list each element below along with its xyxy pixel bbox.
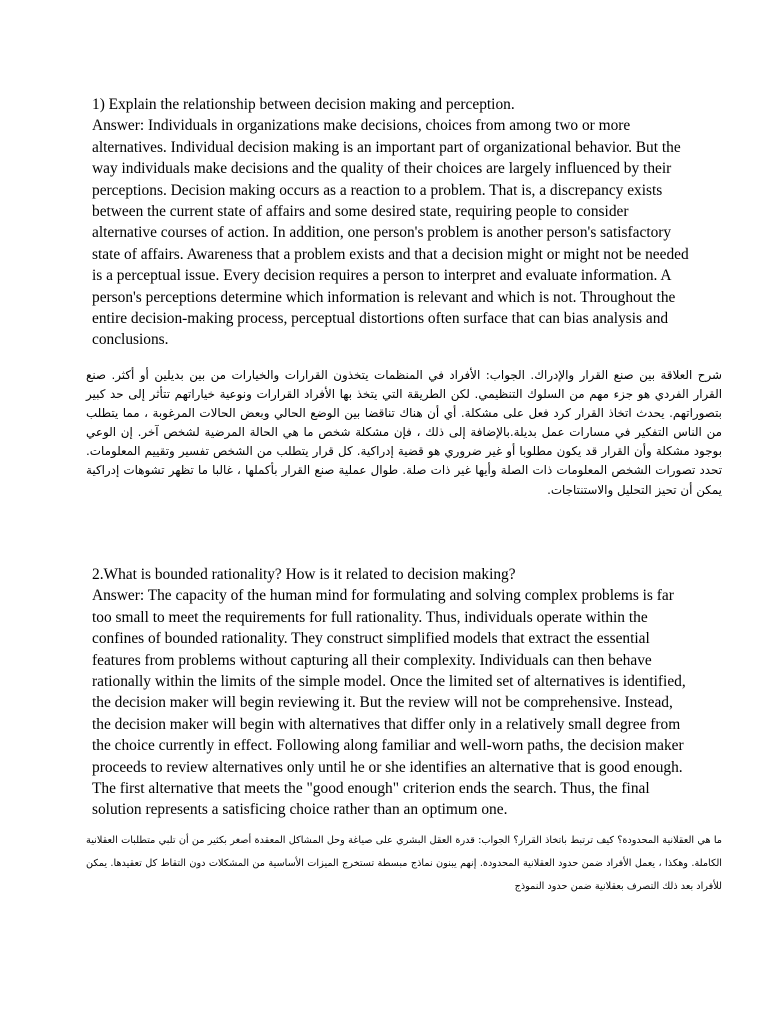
answer-1-arabic-translation: شرح العلاقة بين صنع القرار والإدراك. الجواب: الأفراد في المنظمات يتخذون القرارات والخيارات من بين بديلين أو أكثر. صنع القرار الفردي هو جزء مهم من السلوك التنظيمي. لكن الطريقة التي يتخذ بها الأفراد القرارات ونوعية خياراتهم تتأثر إلى حد كبير بتصوراتهم. يحدث اتخاذ القرار كرد فعل على مشكلة. أي أن هناك تناقضا بين الوضع الحالي وبعض الحالات المرغوبة ، مما يتطلب من الناس التفكير في مسارات عمل بديلة.بالإضافة إلى ذلك ، فإن مشكلة شخص ما هي الحالة المرضية لشخص آخر. إن الوعي بوجود مشكلة وأن القرار قد يكون مطلوبا أو غير ضروري هو قضية إدراكية. كل قرار يتطلب من الشخص تفسير وتقييم المعلومات. تحدد تصورات الشخص المعلومات ذات الصلة وأيها غير ذات صلة. طوال عملية صنع القرار بأكملها ، غالبا ما تظهر تشوهات إدراكية يمكن أن تحيز التحليل والاستنتاجات. — [86, 368, 722, 497]
question-2-block — [92, 564, 692, 821]
answer-2-text: Answer: The capacity of the human mind for formulating and solving complex problems is far too small to meet the requirements for full rationality. Thus, individuals operate within the confines of bounded rationality. They construct simplified models that extract the essential features from problems without capturing all their complexity. Individuals can then behave rationally within the limits of the simple model. Once the limited set of alternatives is identified, the decision maker will begin reviewing it. But the review will not be comprehensive. Instead, the decision maker will begin with alternatives that differ only in a relatively small degree from the choice currently in effect. Following along familiar and well-worn paths, the decision maker proceeds to review alternatives only until he or she identifies an alternative that is good enough. The first alternative that meets the "good enough" criterion ends the search. Thus, the final solution represents a satisficing choice rather than an optimum one. — [92, 587, 686, 819]
question-2-text: 2.What is bounded rationality? How is it related to decision making? — [92, 566, 516, 583]
answer-2-arabic-translation: ما هي العقلانية المحدودة؟ كيف ترتبط باتخاذ القرار؟ الجواب: قدرة العقل البشري على صياغة وحل المشاكل المعقدة أصغر بكثير من أن تلبي متطلبات العقلانية الكاملة. وهكذا ، يعمل الأفراد ضمن حدود العقلانية المحدودة. إنهم يبنون نماذج مبسطة تستخرج الميزات الأساسية من المشكلات دون التقاط كل تعقيدها. يمكن للأفراد بعد ذلك التصرف بعقلانية ضمن حدود النموذج — [86, 835, 722, 892]
question-1-block — [92, 94, 692, 351]
question-1-text: 1) Explain the relationship between decision making and perception. — [92, 96, 515, 113]
answer-1-text: Answer: Individuals in organizations make decisions, choices from among two or more alternatives. Individual decision making is an important part of organizational behavior. But the way individuals make decisions and the quality of their choices are largely influenced by their perceptions. Decision making occurs as a reaction to a problem. That is, a discrepancy exists between the current state of affairs and some desired state, requiring people to consider alternative courses of action. In addition, one person's problem is another person's satisfactory state of affairs. Awareness that a problem exists and that a decision might or might not be needed is a perceptual issue. Every decision requires a person to interpret and evaluate information. A person's perceptions determine which information is relevant and which is not. Throughout the entire decision-making process, perceptual distortions often surface that can bias analysis and conclusions. — [92, 117, 689, 349]
